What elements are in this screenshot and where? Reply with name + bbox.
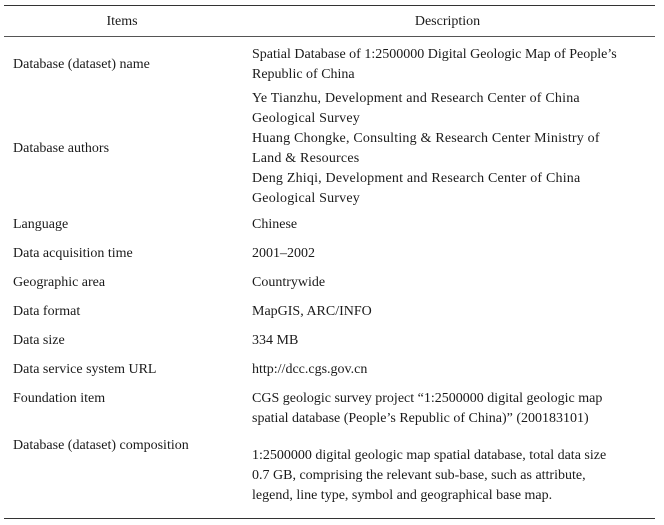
row-item: Data size [13, 332, 65, 348]
table-row [4, 431, 655, 519]
row-item: Language [13, 216, 69, 232]
table-row [4, 297, 655, 326]
description-line: Chinese [252, 216, 298, 232]
row-description [240, 326, 655, 355]
description-line: CGS geologic survey project “1:2500000 digital geologic map [252, 391, 603, 406]
row-item: Foundation item [13, 391, 106, 406]
table-row [4, 384, 655, 431]
description-line: 2001–2002 [252, 245, 315, 261]
row-description [240, 268, 655, 297]
table-row [4, 210, 655, 239]
description-line: Countrywide [252, 274, 326, 290]
table-row [4, 326, 655, 355]
description-line: legend, line type, symbol and geographical base map. [252, 488, 553, 503]
table-row [4, 88, 655, 210]
row-item: Data format [13, 303, 81, 319]
row-description [240, 210, 655, 239]
description-line: Deng Zhiqi, Development and Research Center of China [252, 171, 581, 186]
row-item: Data acquisition time [13, 245, 133, 261]
row-item: Database authors [13, 141, 110, 156]
row-description [240, 37, 655, 89]
metadata-table-container [4, 5, 655, 519]
metadata-table [4, 5, 655, 519]
row-description [240, 239, 655, 268]
description-line: Geological Survey [252, 191, 360, 206]
description-line: Ye Tianzhu, Development and Research Center of China [252, 91, 580, 106]
description-line: spatial database (People’s Republic of China)” (200183101) [252, 411, 589, 426]
table-row [4, 37, 655, 89]
table-row [4, 355, 655, 384]
header-items: Items [4, 6, 240, 37]
description-line: 334 MB [252, 332, 299, 348]
description-line: Spatial Database of 1:2500000 Digital Geologic Map of People’s [252, 46, 617, 62]
row-item: Database (dataset) name [13, 56, 150, 72]
row-description [240, 355, 655, 384]
row-item: Geographic area [13, 274, 106, 290]
table-header-row [4, 6, 655, 37]
description-line: 1:2500000 digital geologic map spatial database, total data size [252, 448, 607, 463]
description-line: Republic of China [252, 66, 355, 82]
row-description [240, 88, 655, 210]
description-line: Huang Chongke, Consulting & Research Center Ministry of [252, 131, 600, 146]
row-item: Database (dataset) composition [4, 431, 240, 519]
description-line: 0.7 GB, comprising the relevant sub-base, such as attribute, [252, 468, 586, 483]
table-row [4, 268, 655, 297]
row-description [240, 297, 655, 326]
header-description: Description [240, 6, 655, 37]
description-line: Geological Survey [252, 111, 360, 126]
row-item: Data service system URL [13, 361, 157, 377]
table-row [4, 239, 655, 268]
data-service-url: http://dcc.cgs.gov.cn [252, 361, 368, 377]
row-description [240, 384, 655, 431]
description-line: Land & Resources [252, 151, 360, 166]
description-line: MapGIS, ARC/INFO [252, 303, 372, 319]
row-description [240, 431, 655, 519]
